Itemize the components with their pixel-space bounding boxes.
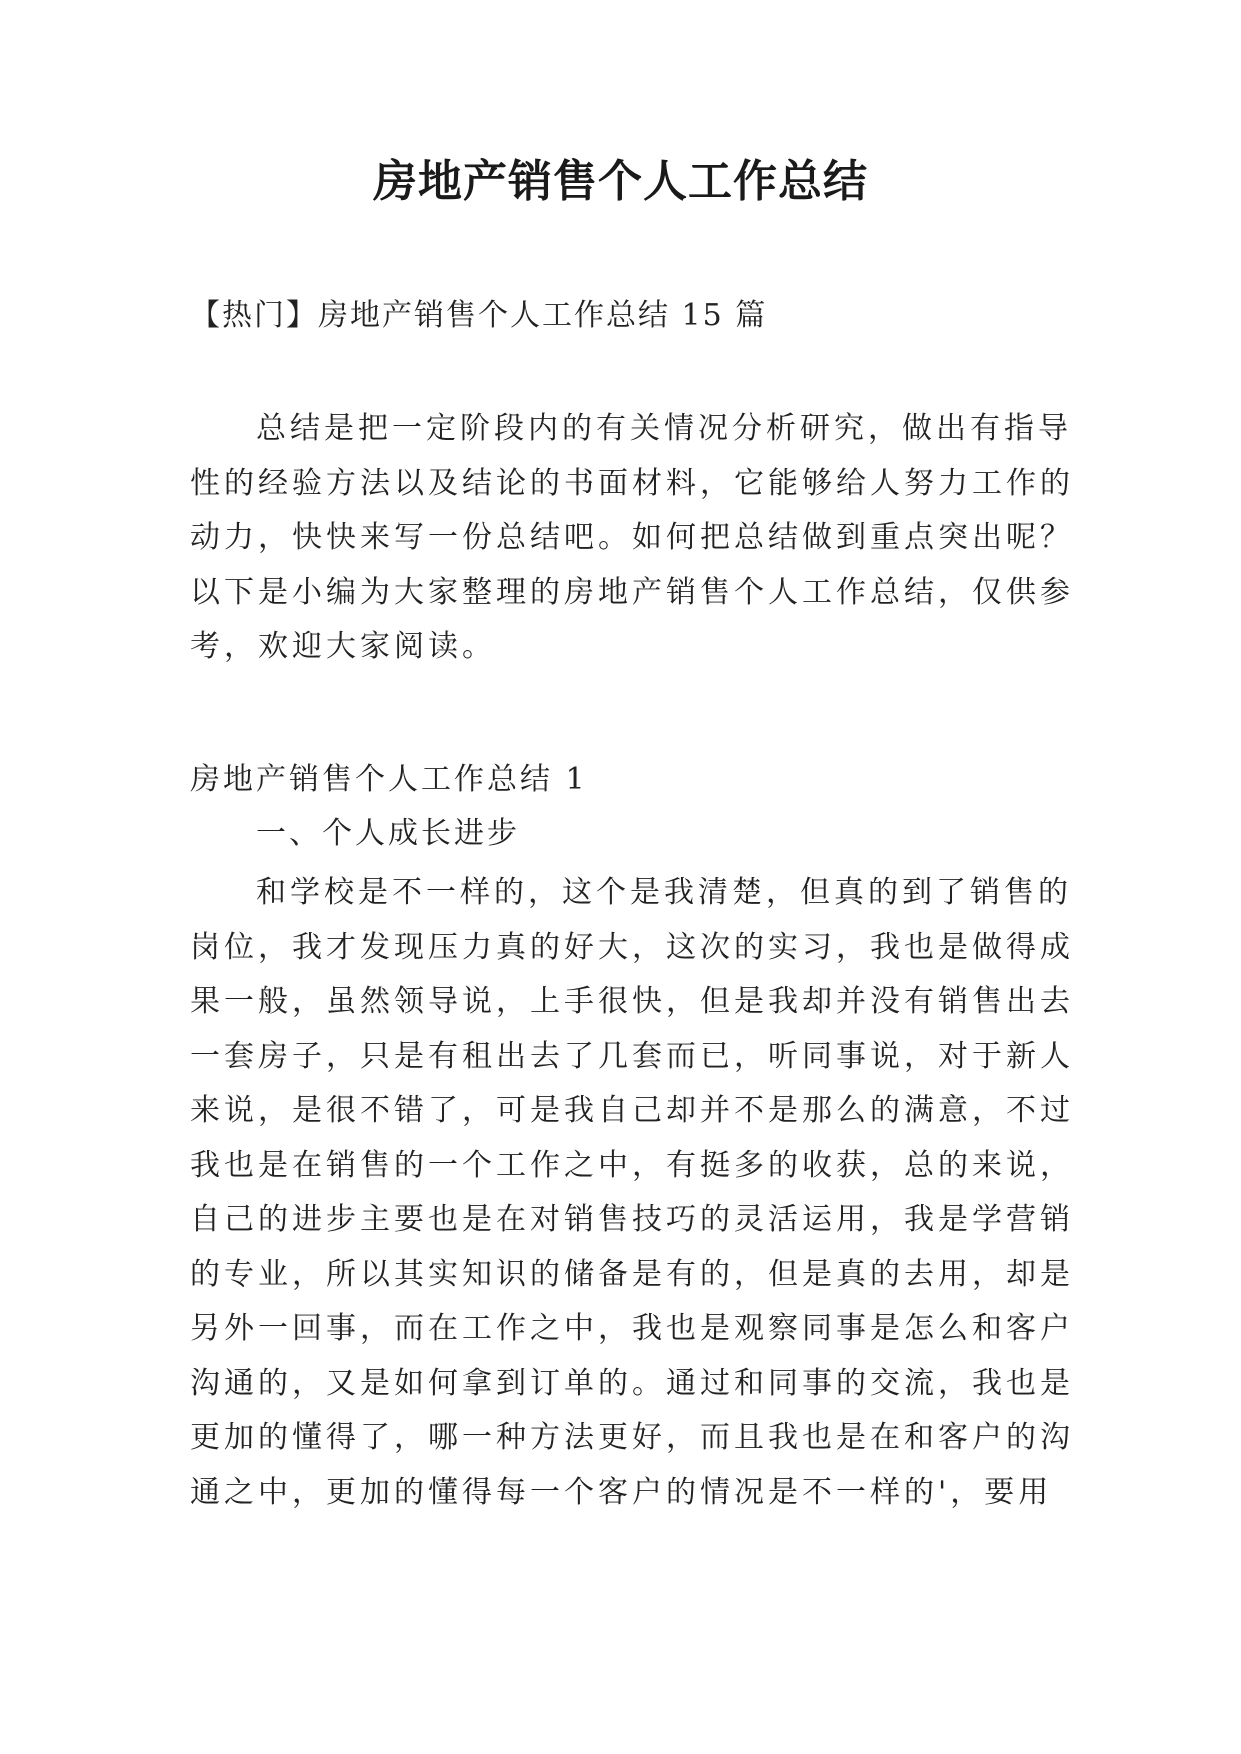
body-line: 果一般，虽然领导说，上手很快，但是我却并没有销售出去 — [190, 984, 1074, 1019]
subsection-heading: 一、个人成长进步 — [256, 816, 520, 851]
body-line: 和学校是不一样的，这个是我清楚，但真的到了销售的 — [256, 875, 1072, 910]
intro-line: 动力，快快来写一份总结吧。如何把总结做到重点突出呢？ — [190, 520, 1074, 555]
intro-line: 考，欢迎大家阅读。 — [190, 629, 496, 664]
body-line: 的专业，所以其实知识的储备是有的，但是真的去用，却是 — [190, 1256, 1074, 1292]
intro-line: 总结是把一定阶段内的有关情况分析研究，做出有指导 — [256, 411, 1072, 446]
document-title: 房地产销售个人工作总结 — [373, 156, 868, 207]
body-line: 通之中，更加的懂得每一个客户的情况是不一样的'，要用 — [190, 1474, 1053, 1510]
body-line: 自己的进步主要也是在对销售技巧的灵活运用，我是学营销 — [190, 1202, 1074, 1237]
body-line: 我也是在销售的一个工作之中，有挺多的收获，总的来说， — [190, 1147, 1074, 1183]
body-line: 更加的懂得了，哪一种方法更好，而且我也是在和客户的沟 — [190, 1420, 1074, 1455]
body-line: 另外一回事，而在工作之中，我也是观察同事是怎么和客户 — [190, 1311, 1074, 1346]
intro-paragraph — [190, 402, 1074, 675]
body-paragraph — [190, 866, 1074, 1520]
body-line: 岗位，我才发现压力真的好大，这次的实习，我也是做得成 — [190, 929, 1074, 965]
document-subtitle: 【热门】房地产销售个人工作总结 15 篇 — [190, 298, 768, 333]
section-heading: 房地产销售个人工作总结 1 — [190, 762, 588, 797]
body-line: 沟通的，又是如何拿到订单的。通过和同事的交流，我也是 — [190, 1365, 1074, 1401]
intro-line: 以下是小编为大家整理的房地产销售个人工作总结，仅供参 — [190, 574, 1074, 610]
intro-line: 性的经验方法以及结论的书面材料，它能够给人努力工作的 — [190, 465, 1074, 501]
body-line: 一套房子，只是有租出去了几套而已，听同事说，对于新人 — [190, 1038, 1074, 1074]
body-line: 来说，是很不错了，可是我自己却并不是那么的满意，不过 — [190, 1093, 1074, 1128]
